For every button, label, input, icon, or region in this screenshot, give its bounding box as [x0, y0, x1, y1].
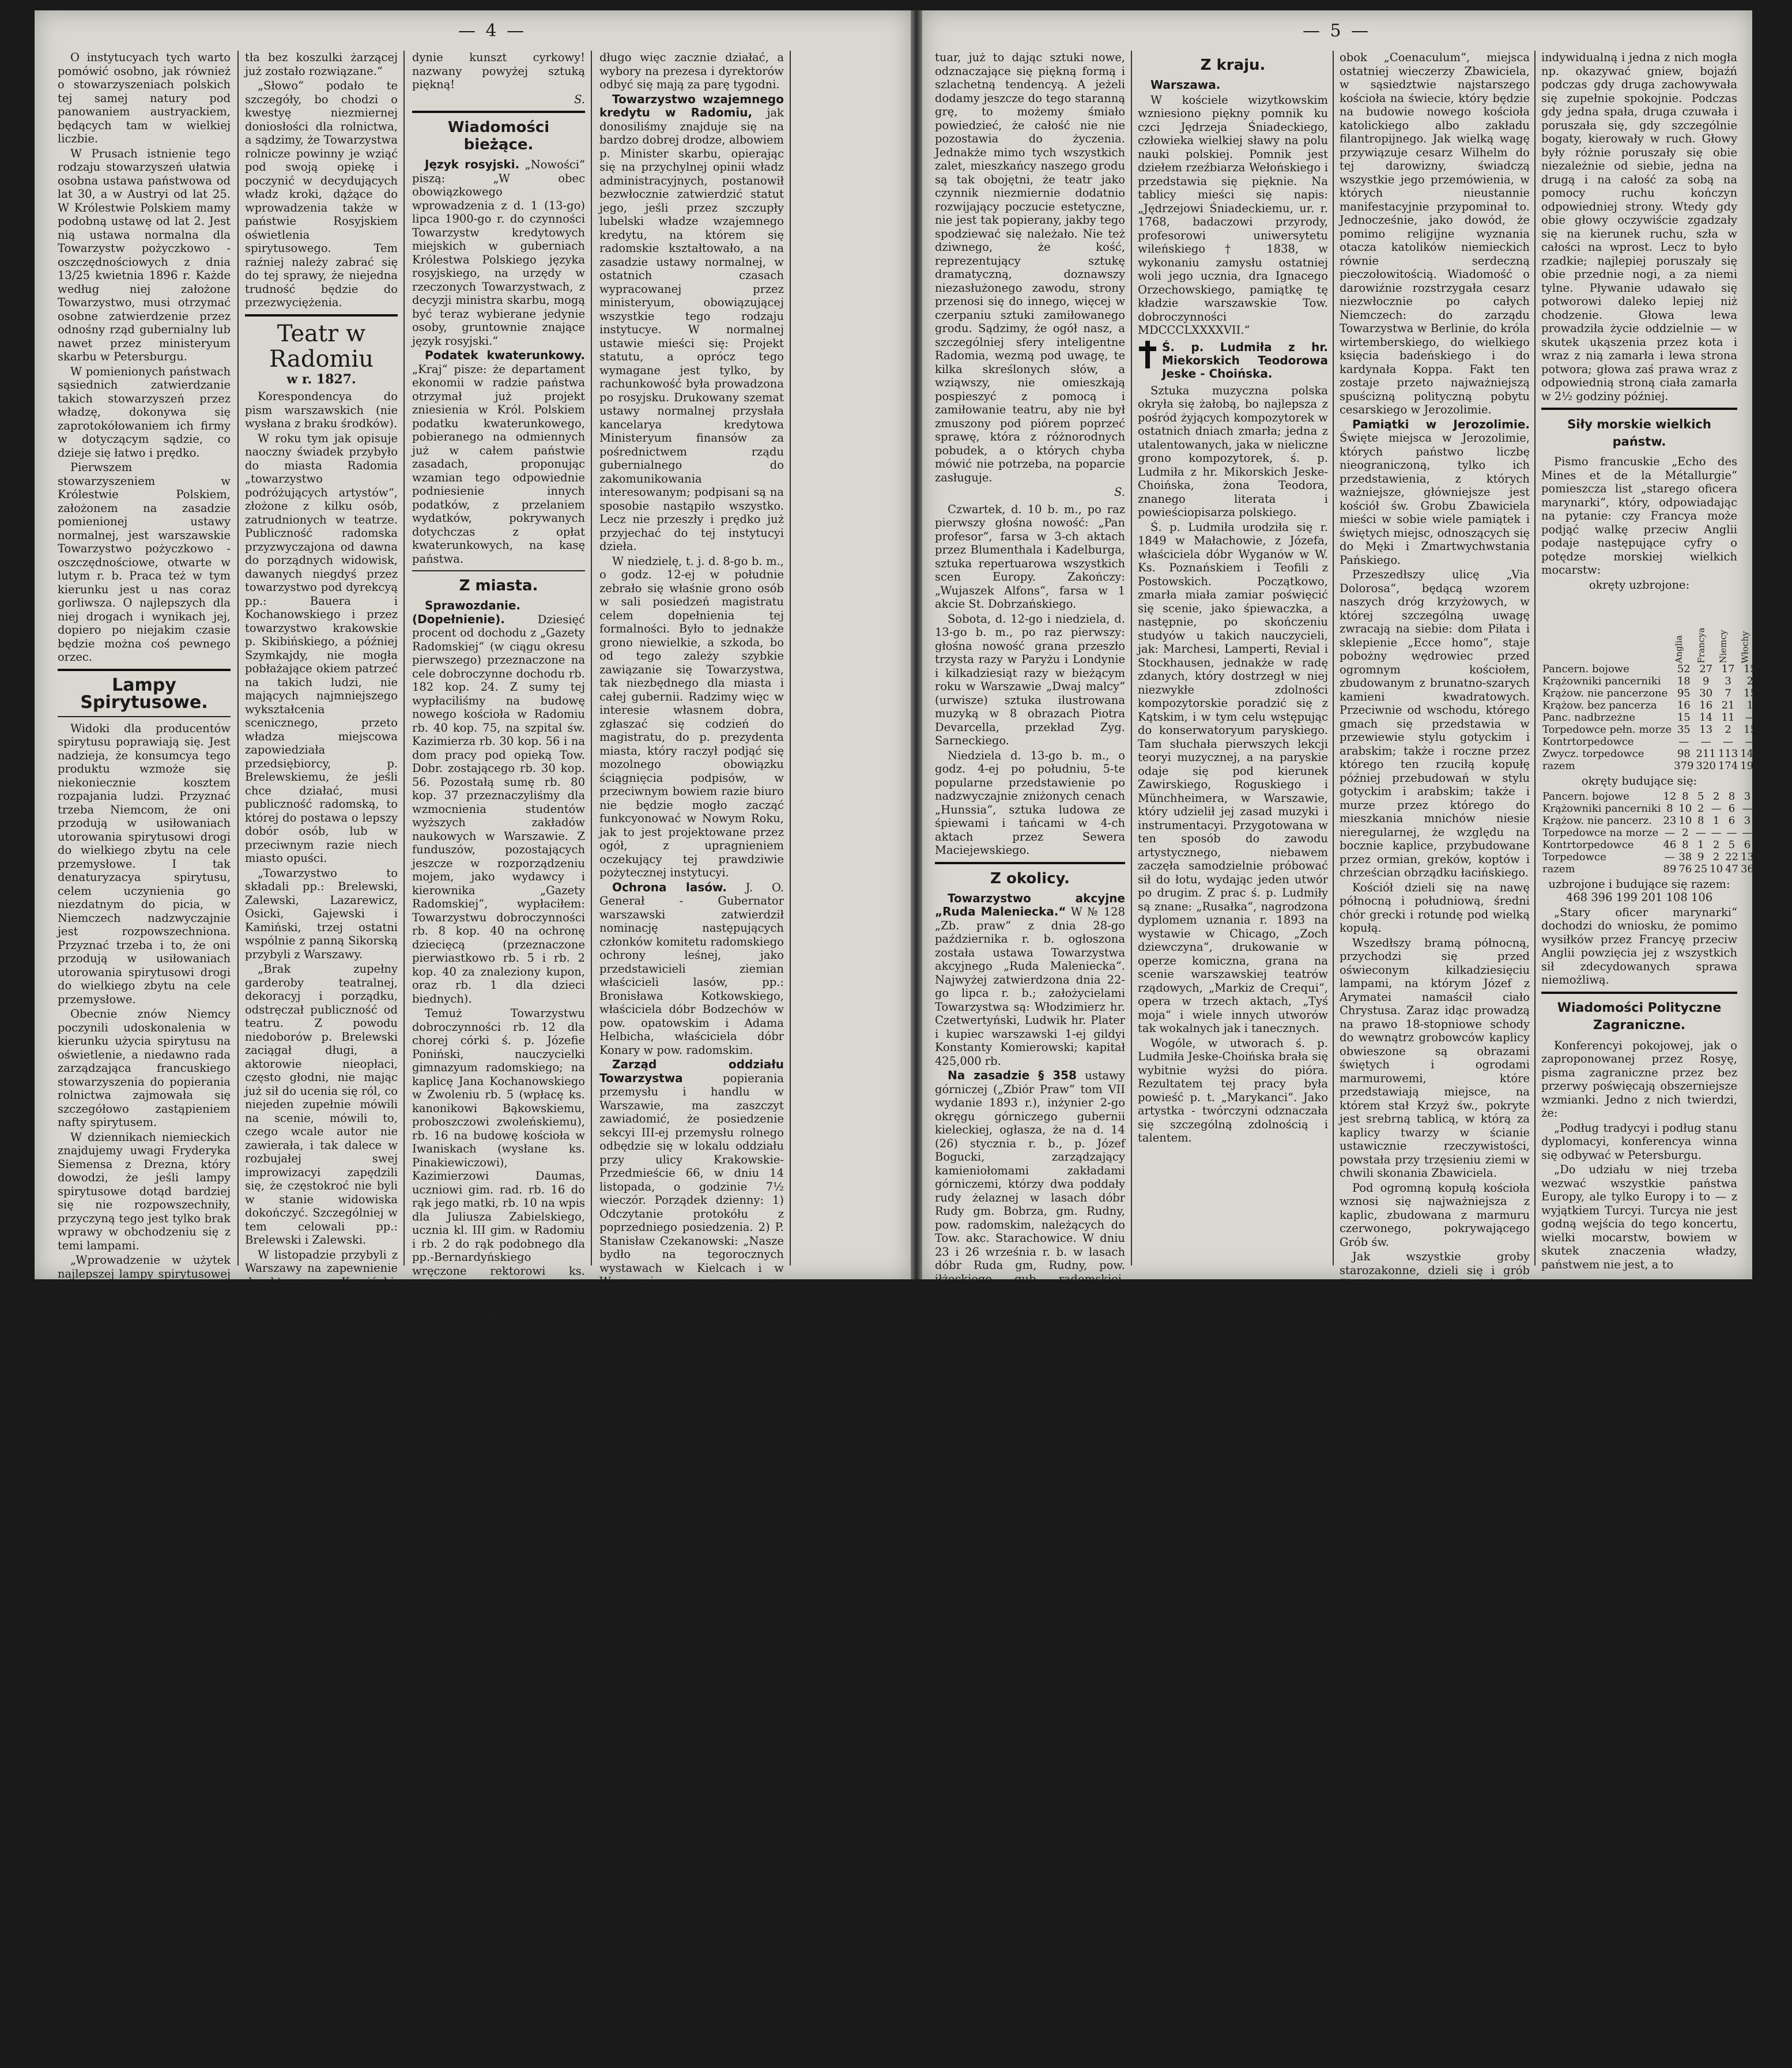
paragraph: długo więc zacznie działać, a wybory na prezesa i dyrektorów odbyć się mają za parę tygodni.	[599, 51, 784, 91]
row-label: Krążow. bez pancerza	[1542, 699, 1657, 711]
table-cell: 1	[1746, 699, 1754, 711]
paragraph: Ś. p. Ludmiła urodziła się r. 1849 w Małachowie, z Józefa, właściciela dóbr Wyganów w W. Ks. Poznańskiem i Teofili z Postowskich. Początkowo, zmarła miała zamiar poświęcić się scenie, jako śpiewaczka, a następnie, po skończeniu studyów u takich nauczycieli, jak: Marchesi, Lamperti, Revial i Stockhausen, jednakże w radę zdanych, który dostrzegł w niej niezwykłe zdolności kompozytorskie poradzić się z Kątskim, i w tym celu wstępując do konserwatoryum paryskiego. Tam słuchała pierwszych lekcji teoryi muzycznej, a na paryskie odaje się pod kierunek Zawirskiego, Roguskiego i Münchheimera, w Warszawie, który udzielił jej zasad muzyki i instrumentacyi. Przygotowana w ten sposób do zawodu artystycznego, niebawem zaczęła samodzielnie próbować sił do łotu, wydając jeden utwór po drugim. Z prac ś. p. Ludmiły są znane: „Rusałka“, nagrodzona dyplomem uznania r. 1893 na wystawie w Chicago, „Zoch dziewczyna“, drukowanie w operze komiczna, grana na scenie warszawskiej teatrów rządowych, „Markiz de Crequi“, opera w trzech aktach, „Tyś moja“ i wiele innych utworów tak wokalnych jak i tanecznych.	[1138, 520, 1328, 1035]
table-cell: —	[1711, 802, 1722, 815]
table-cell: 47	[1725, 862, 1738, 875]
table-cell: —	[1664, 850, 1675, 863]
paragraph: „Stary oficer marynarki“ dochodzi do wniosku, że pomimo wysiłków przez Francyę przeciw Anglii powzięcia jej z wszystkich sił zdecydowanych sprawa niemożliwą.	[1541, 905, 1737, 986]
column-rule	[1534, 51, 1536, 1265]
table-cell: 18	[1677, 675, 1691, 687]
table-row	[1541, 736, 1792, 748]
item-title: Żółw o dwu głowach.	[1352, 1604, 1494, 1618]
row-label: Zwycz. torpedowce	[1542, 748, 1644, 760]
country-label: Stan. Zjedn.	[1762, 610, 1773, 664]
cross-icon	[1138, 341, 1157, 368]
table-cell: 59	[1762, 760, 1776, 772]
table-cell: 2	[1682, 826, 1689, 839]
country-header	[1761, 594, 1777, 663]
table-cell: 15	[1743, 724, 1757, 736]
paragraph: „Wprowadzenie w użytek najlepszej lampy spirytusowej — tak pisze Siemens — jak tego uczy doświadczenie, tylko powoli może postępować, bo człowiek przyzwyczaja się do tego co ma i z uprzedzeniem patrzy na inowacye. Dlatego to nie spostrzegą się zbyt prędko korzyści z nowej lampy, jakie daje lampa spirytusowa, a zapomina się o niedogodnościach i nieprzyjemnościach lampy naftowej.	[58, 1253, 231, 1470]
table-title: okręty budujące się:	[1581, 774, 1697, 788]
paragraph: Widoki dla producentów spirytusu poprawiają się. Jest nadzieja, że konsumcya tego produktu wzmoże się niekoniecznie kosztem rozpajania ludzi. Przyznać trzeba Niemcom, że oni przodują w usiłowaniach utorowania spirytusowi drogi do wielkiego zbytu na cele przemysłowe. I tak denaturyzacya spirytusu, celem uczynienia go niezdatnym do picia, w Niemczech nadzwyczajnie jest rozpowszechniona. Przyznać trzeba i to, że oni przodują w usiłowaniach utorowania spirytusowi drogi do wielkiego zbytu na cele przemysłowe.	[58, 721, 231, 1006]
paragraph: popierania przemysłu i handlu w Warszawie, ma zaszczyt zawiadomić, że posiedzenie sekcyi III-ej przemysłu rolnego odbędzie się w lokalu oddziału przy ulicy Krakowskie-Przedmieście 66, w dniu 14 listopada, o godzinie 7½ wieczór. Porządek dzienny: 1) Odczytanie protokółu z poprzedniego posiedzenia. 2) P. Stanisław Czekanowski: „Nasze bydło na tegorocznych wystawach w Kielcach i w Warszawie, w czem nas wymagali sąsiedni hodowli“. Część I. 3) P. Antoni Hempel: „W sprawie praktyk rolnych“. 4) P. Władysław Grabiński: „Brudnica Mniszka.“ 5) P. Józef Rozenewieng: „O nowym systemie sadzenia kartofli i uwagi ogólne, jak się sprawy w gospodarstwie gorzelnianem.“ 6) P. Stanisław Czekanowski: „Jeszcze kilka słów w sprawie walki z zarazą płucną i stacyi badawczej bydła w hodowlach.“ 7) Wnioski członków i sprawy bieżące.	[599, 1071, 784, 1491]
table-cell: 16	[1677, 699, 1691, 711]
divider	[412, 570, 585, 571]
table-cell: 10	[1710, 862, 1723, 875]
paragraph: Obecnie znów Niemcy poczynili udoskonalenia w kierunku użycia spirytusu na oświetlenie, a niedawno rada zarządzająca francuskiego stowarzyszenia do popierania rolnictwa zajmowała się szczegółowo zastąpieniem nafty spirytusem.	[58, 1007, 231, 1129]
table-row	[1541, 827, 1755, 839]
paragraph: indywidualną i jedna z nich mogła np. okazywać gniew, bojaźń podczas gdy druga zachowywała się zupełnie spokojnie. Podczas gdy jedna spała, druga czuwała i poruszała się, gdy szczególnie bogaty, kierowały w ruch. Głowy były różnie poruszały się obie niezależnie od siebie, jedna na drugą i na całość za sobą na pomocy ruchu kończyn odpowiedniej strony. Wtedy gdy obie głowy oczywiście zgadzały się na kierunek ruchu, szła w całości na wprost. Lecz to było rzadkie; najlepiej poruszały się obie przednie nogi, a za niemi tylne. Pływanie udawało się potworowi daleko lepiej niż chodzenie. Głowa lewa prowadziła życie oddzielnie — w skutek ukąszenia przez kota i wraz z nią zamarła i lewa strona potwora; głowa zaś prawa wraz z odpowiednią stroną ciała zamarła w 2½ godziny później.	[1541, 51, 1737, 403]
column-rule	[403, 51, 405, 1265]
country-header	[1717, 594, 1739, 663]
page-number-right: — 5 —	[1303, 21, 1371, 41]
section-heading: Wiadomości bieżące.	[447, 119, 550, 153]
table-cell: 2	[1712, 838, 1720, 851]
paragraph: „Kraj“ pisze: że departament ekonomii w radzie państwa otrzymał już projekt zniesienia w Król. Polskiem podatku kwaterunkowego, pobieranego na odmiennych już w całem państwie zasadach, proponując wzamian tego odpowiednie podniesienie innych podatków, z przelaniem wydatków, pokrywanych dotychczas z opłat kwaterunkowych, na kasę państwa.	[412, 362, 585, 566]
paragraph: Niedziela d. 13-go b. m., o godz. 4-ej po południu, 5-te popularne przedstawienie po nadzwyczajnie zniżonych cenach „Hunssia“, sztuka ludowa ze śpiewami i tańcami w 4-ch aktach przez Sewera Maciejewskiego.	[935, 748, 1125, 857]
book-gutter	[911, 10, 922, 1279]
table-cell: —	[1779, 675, 1790, 687]
signature: G. R.	[1097, 1314, 1125, 1327]
naval-table-building	[1541, 790, 1755, 875]
table-cell: 2	[1712, 790, 1720, 803]
table-cell: 5	[1765, 663, 1772, 675]
table-cell: 3	[1744, 814, 1751, 827]
right-column-2	[1138, 51, 1328, 1268]
paragraph: Przeszedłszy ulicę „Via Dolorosa“, będącą wzorem naszych dróg krzyżowych, w której szczególną uwagę zwracają na siebie: dom Piłata i sklepienie „Ecce homo“, staje pobożny wędrowiec przed ogromnym kościołem, zbudowanym z brunatno-szarych kamieni kwadratowych. Przeciwnie od wschodu, którego gmach się przedstawia w przewiewie stylu gotyckim i arabskim; także i roczne przez którego ten rzuciłą kopułę później przebudowań w stylu gotyckim i arabskim; także i murze przez którego do mieszkania mnichów niesie nieregularnej, że względu na bocznie kaplice, przybudowane przez ormian, greków, koptów i chrześcian obrządku łacińskiego.	[1340, 568, 1530, 879]
table-cell: 27	[1699, 663, 1713, 675]
row-label: Pancern. bojowe	[1542, 663, 1629, 675]
paragraph: W niedzielę, t. j. d. 8-go b. m., o godz. 12-ej w południe zebrało się właśnie grono osób w sali posiedzeń magistratu celem dopełnienia tej formalności. Było to jednakże grono niewielkie, a szkoda, bo od tego zależy szybkie zawiązanie się Towarzystwa, tak niezbędnego dla miasta i całej gubernii. Radzimy więc w interesie własnem dobra, zgłaszać się codzień do magistratu, do p. prezydenta miasta, który raczył podjąć się mozolnego obowiązku ściągnięcia podpisów, w przeciwnym bowiem razie biuro nie będzie mogło zacząć funkcyonować w Nowym Roku, jak to jest projektowane przez ogół, z upragnieniem oczekujący tej prawdziwie pożytecznej instytucyi.	[599, 554, 784, 879]
paragraph: W około góry Golgoty wznoszą się na każdem z pozostałych grobowców, świątynie, jak kościół św. Helena, kaplica i inne, które wszystkie obchodzi pielgrzym w świętej procesyi. Na miejscu klasztoru jest w roku 327 przez cesarzową Helenę, po jej odnalezieniu Krzyża Świętego.	[1340, 1468, 1530, 1603]
table-cell: 1	[1781, 724, 1788, 736]
table-cell: 379	[1674, 760, 1694, 772]
country-header	[1776, 594, 1792, 663]
section-heading: Siły morskie wielkich państw.	[1567, 417, 1711, 449]
section-heading: Z miasta.	[459, 577, 538, 594]
paragraph: Konferencyi pokojowej, jak o zaproponowanej przez Rosyę, pisma zagraniczne przez bez przerwy poświęcają obszerniejsze wzmianki. Jedno z nich twierdzi, że:	[1541, 1038, 1737, 1120]
table-cell: 9	[1697, 850, 1704, 863]
table-cell: 35	[1677, 724, 1691, 736]
table-cell: 25	[1694, 862, 1708, 875]
table-row	[1541, 748, 1792, 760]
item-title: Warszawa.	[1150, 78, 1221, 92]
left-column-3-inner	[412, 51, 585, 1666]
table-cell: 211	[1696, 748, 1716, 760]
paragraph: Wszedłszy bramą północną, przychodzi się przed oświeconym kilkadziesięciu lampami, na którym Józef z Arymatei namaścił ciało Chrystusa. Zaraz idąc prowadzą na prawo 18-stopniowe schody do wewnątrz grobowców kaplicy obwieszone są obrazami świętych i ogrodami marmurowemi, które przedstawiają miejsce, na którem stał Krzyż św., pokryte jest srebrną tablicą, w którą za kaplicy twarzy w ścianie ustawicznie rzeczywistości, powstała przy trzęsieniu ziemi w chwili skonania Zbawiciela.	[1340, 936, 1530, 1180]
table-cell: 6	[1728, 814, 1736, 827]
table-cell: 6	[1744, 838, 1751, 851]
country-label: Francya	[1696, 627, 1706, 664]
page-number-left: — 4 —	[458, 21, 527, 41]
country-header	[1673, 594, 1695, 663]
item-title: Ustąpienie.	[425, 1309, 499, 1323]
table-cell: 113	[1718, 748, 1738, 760]
table-cell: 8	[1728, 790, 1736, 803]
paragraph: obok „Coenaculum“, miejsca ostatniej wieczerzy Zbawiciela, w sąsiedztwie najstarszego kościoła na świecie, który będzie na budowie nowego kościoła katolickiego albo zakładu filantropijnego. Jak wielką wagę przywiązuje cesarz Wilhelm do tej darowizny, świadczą wszystkie jego przemówienia, w których nieustannie manifestacyjnie przypominał to. Jednocześnie, jako dowód, że pomimo religijne wyznania otacza katolików niemieckich równie serdeczną pieczołowitością. Wiadomość o darowiźnie rozstrzygała cesarz niezwłocznie po całych Niemczech: do zarządu Towarzystwa w Berlinie, do króla wirtemberskiego, do wielkiego księcia badeńskiego i do kardynała Koppa. Fakt ten zostaje przeto najważniejszą spuścizną polityczną pobytu cesarskiego w Jerozolimie.	[1340, 51, 1530, 416]
divider	[1541, 408, 1737, 410]
row-label: razem	[1542, 760, 1575, 772]
table-cell: 3	[1781, 711, 1788, 724]
table-cell: 36	[1740, 862, 1754, 875]
divider	[245, 314, 398, 317]
table-cell: 2	[1697, 802, 1704, 815]
table-cell: 21	[1721, 699, 1735, 711]
table-cell: 8	[1682, 838, 1689, 851]
divider	[58, 669, 231, 671]
table-cell: 30	[1699, 687, 1713, 699]
table-row	[1541, 724, 1792, 736]
table-cell: —	[1764, 736, 1775, 748]
paragraph: Tenże bieżący korespondent listu do „Gazety Warszawskiej“ w r. 1828, który nigdy nie zaniedbał mimo długo powodzenia w mieście, poprzejęcym jak się żal daje okazuje, jest.	[245, 1958, 398, 2066]
table-cell: 11	[1721, 711, 1735, 724]
table-cell: 2	[1746, 675, 1754, 687]
item-title: Ochrona lasów.	[612, 880, 727, 894]
signature: Henryk Hugo Wróblewski.	[435, 1568, 585, 1581]
row-label: Krążowniki pancerniki	[1542, 802, 1661, 815]
paragraph: W roku tym jak opisuje naoczny świadek przybyło do miasta Radomia „towarzystwo podróżujących artystów“, złożone z kilku osób, zatrudnionych w teatrze. Publiczność radomska przyzwyczajona od dawna do porządnych widowisk, dawanych niegdyś przez towarzystwo pod dyrekcyą pp.: Bauera i Kochanowskiego i przez towarzystwo krakowskie p. Skibińskiego, a później Szymkajdy, nie mogła pobłażające okiem patrzeć na takich ludzi, nie mających najmniejszego wykształcenia scenicznego, przeto władza miejscowa zapowiedziała przedsiębiorcy, p. Brelewskiemu, że jeśli chce działać, musi publiczność radomską, to której do postawa o lepszy dobór osób, lub w przeciwnym razie niech miasto opuści.	[245, 431, 398, 865]
table-cell: 15	[1743, 687, 1757, 699]
table-cell: 12	[1663, 790, 1677, 803]
item-title: Zarząd oddziału Towarzystwa	[599, 1057, 784, 1085]
table-cell: 76	[1678, 862, 1692, 875]
table-corner	[1541, 594, 1673, 663]
table-cell: 44	[1778, 748, 1791, 760]
table-body	[1541, 790, 1755, 875]
left-page	[35, 10, 911, 2066]
row-label: Krążow. nie pancerzone	[1542, 687, 1668, 699]
table-cell: 8	[1765, 748, 1772, 760]
item-title: Towarzystwo kredytowe miasta Radomia.	[412, 1584, 585, 1612]
divider	[58, 716, 231, 717]
table-cell: 191	[1740, 760, 1760, 772]
table-cell: 174	[1718, 760, 1738, 772]
table-row	[1541, 699, 1792, 711]
table-cell: 52	[1677, 663, 1691, 675]
paragraph: „Nowości“ piszą: „W obec obowiązkowego wprowadzenia z d. 1 (13-go) lipca 1900-go r. do czynności Towarzystw kredytowych miejskich w guberniach Królestwa Polskiego języka rosyjskiego, na urzędy w rzeczonych Towarzystwach, z decyzji ministra skarbu, mogą być teraz wybierane jedynie osoby, gruntownie znające język rosyjski.“	[412, 158, 585, 348]
table-cell: 20	[1762, 711, 1776, 724]
paragraph: W Prusach istnienie tego rodzaju stowarzyszeń ułatwia osobna ustawa państwowa od lat 30, a w Austryi od lat 25. W Królestwie Polskiem mamy podobną ustawę od lat 2. Jest nią ustawa normalna dla Towarzystw pożyczkowo - oszczędnościowych z dnia 13/25 kwietnia 1896 r. Każde według niej założone Towarzystwo, musi otrzymać osobne zatwierdzenie przez odnośny rząd gubernialny lub nawet przez ministeryum skarbu w Petersburgu.	[58, 146, 231, 363]
country-label: Japonia	[1777, 630, 1788, 664]
table-cell: 1	[1712, 814, 1720, 827]
table-cell: 89	[1663, 862, 1677, 875]
paragraph: Pismo francuskie „Echo des Mines et de la Métallurgie“ pomieszcza list „starego oficera marynarki“, który, odpowiadając na pytanie: czy Francya może podjąć walkę przeciw Anglii podaje następujące cyfry o potędze morskiej wielkich mocarstw:	[1541, 455, 1737, 577]
table-cell: 3	[1765, 675, 1772, 687]
table-cell: 46	[1663, 838, 1677, 851]
paragraph: „Brak zupełny garderoby teatralnej, dekoracyj i porządku, odstręczał publiczność od teatru. Z powodu niedoborów p. Brelewski zaciągał długi, a aktorowie nieopłaci, często głodni, nie mając już sił do ucenia się ról, co niejeden zupełnie mówili na scenie, mówili to, czego wcale autor nie zawierała, i tak dalece w rozbujałej swej improwizacyi zapędzili się, że częstokroć nie byli w stanie widowiska dokończyć. Szczególniej w tem celowali pp.: Brelewski i Zalewski.	[245, 962, 398, 1246]
table-row	[1541, 675, 1792, 687]
table-cell: 70	[1778, 760, 1791, 772]
section-heading: Wiadomości Polityczne Zagraniczne.	[1557, 1000, 1722, 1033]
column-rule	[1333, 51, 1334, 1265]
item-title: Na zasadzie § 358	[948, 1068, 1077, 1082]
table-cell: —	[1726, 826, 1737, 839]
left-column-4	[599, 51, 784, 1574]
table-cell: 3	[1725, 675, 1731, 687]
table-cell: 8	[1781, 699, 1788, 711]
table-cell: 143	[1740, 748, 1760, 760]
left-column-2a	[245, 51, 398, 2068]
column-rule	[1131, 51, 1132, 1265]
table-cell: —	[1664, 826, 1675, 839]
table-cell: 14	[1762, 687, 1776, 699]
table-cell: 10	[1678, 814, 1692, 827]
paragraph: Korespondencya do pism warszawskich (nie wysłana z braku środków).	[245, 390, 398, 430]
paragraph: „Zaniechaszcze sztuki, jakie grano w kompanii p. Brelewskiego były: Melodrama: „Las okropny, czyli Rozbójnicy Kalabryjscy“, dramy: „Rybacy“; „Pustelnik na wyspie Formentera“, „Uczciwy winowajca“ i t. d.	[245, 1685, 398, 1820]
row-label: Kontrtorpedowce	[1542, 736, 1634, 748]
table-cell: 10	[1678, 802, 1692, 815]
table-cell: —	[1745, 711, 1756, 724]
table-row	[1541, 760, 1792, 772]
paragraph: tuar, już to dając sztuki nowe, odznaczające się piękną formą i szlachetną tendencyą. A jeżeli dodamy jeszcze do tego staranną grę, to możemy śmiało powiedzieć, że całość nie nie pozostawia do życzenia. Jednakże mimo tych wszystkich zalet, mieszkańcy naszego grodu są tak obojętni, że teatr jako czynnik niezmiernie dodatnio rozwijający poczucie estetyczne, nie jest tak popierany, jakby tego spodziewać się należało. Nie też dziwnego, że kość, reprezentujący sztukę dramatyczną, doznawszy niezasłużonego zawodu, strony przenosi się do innego, więcej w czerpaniu sztuki zamiłowanego grodu. Sądzimy, że ogół nasz, a szczególniej sfery inteligentne Radomia, wezmą pod uwagę, te kilka skreślonych słów, a wziąwszy, nie omieszkają pospieszyć z pomocą i zamiłowanie teatru, aby nie był zmuszony pod piórem poprzeć sprawę, która z różnorodnych pobudek, a o których chyba mówić nie potrzeba, na poparcie zasługuje.	[935, 51, 1125, 484]
country-label: Włochy	[1740, 631, 1750, 664]
row-label: Panc. nadbrzeżne	[1542, 711, 1635, 724]
table-cell: 23	[1663, 814, 1677, 827]
table-cell: —	[1711, 826, 1722, 839]
table-cell: 3	[1744, 790, 1751, 803]
paragraph: Pod ogromną kopułą kościoła wznosi się najważniejsza z kaplic, zbudowana z marmuru czerwonego, pokrywającego Grób św.	[1340, 1181, 1530, 1249]
table-cell: 15	[1677, 711, 1691, 724]
item-title: Pamiątki w Jerozolimie.	[1352, 417, 1530, 431]
naval-table-armed	[1541, 594, 1792, 772]
paragraph: W listopadzie przybyli z Warszawy na zapewnienie dyrektora pp.: Kamiński, Majewski i Gilewski (ci ostatni dwaj, ze zniesionej szkoły dramatycznej), ci pomimo swoich zdolności, nie mogli już wskrzesić zaniechanych widzów, zmusza przez swą przedsiębiorstwo korzyści, aby powrócili do Warszawy.	[245, 1248, 398, 1424]
paragraph: O instytucyach tych warto pomówić osobno, jak również o stowarzyszeniach polskich tej samej natury pod panowaniem austryackiem, będących tam w wielkiej liczbie.	[58, 51, 231, 145]
column-rule	[591, 51, 592, 1265]
row-label: Krążowniki pancerniki	[1542, 675, 1661, 687]
right-column-1	[935, 51, 1125, 1327]
paragraph: Ruchliwa dyrekcya teatralna dokłada wszelkich starań, aby zaspokoić gusta publiczności. Niestety pomimo te to zmieniając ciągle swój reper-	[599, 1493, 784, 1574]
paragraph: Sobota, d. 12-go i niedziela, d. 13-go b. m., po raz pierwszy: głośna nowość grana przeszło trzysta razy w Paryżu i Londynie i kilkadziesiąt razy w bieżącym roku w Warszawie „Dwaj malcy“ (urwisze) sztuka ilustrowana muzyką w 8 obrazach Piotra Devarcella, przekład Zyg. Sarneckiego.	[935, 612, 1125, 747]
table-cell: —	[1779, 736, 1790, 748]
table-body	[1541, 663, 1792, 772]
table-title: okręty uzbrojone:	[1589, 578, 1690, 592]
item-title: Towarzystwo wzajemnego kredytu w Radomiu,	[599, 92, 784, 119]
table-cell: 22	[1725, 850, 1738, 863]
table-cell: 2	[1725, 724, 1731, 736]
row-label: Torpedowce pełn. morze	[1542, 724, 1672, 736]
table-cell: 10	[1762, 699, 1776, 711]
country-label: Niemcy	[1718, 630, 1729, 664]
table-cell: —	[1695, 826, 1706, 839]
table-cell: —	[1742, 802, 1753, 815]
paragraph: Jak wszystkie groby starozakonne, dzieli się i grób Zbawiciela na dwie części. Za tak zwaną kaplicą aniołów następuje właściwa, grobowa kaplica, marmurową płytą pokryte, którą św. Helena ustawiła, że oświetlona 43 srebrnemi lampami wotywnemi, ofiarowanemi przez wszystkie państwa chrześcijańskie, tworzy źródła na które spoczywały zwłoki Odkupiciela. Jest to w każdym ziemi i gdy drzwi kapłana, które się do tego grobu nie wpuszczają.	[1340, 1250, 1530, 1467]
row-label: Pancern. bojowe	[1542, 790, 1629, 803]
paragraph: W pomienionych państwach sąsiednich zatwierdzanie takich stowarzyszeń przez władzę, dokonywa się zaprotokółowaniem ich firmy w dotyczącym sądzie, co dzieje się łatwo i prędko.	[58, 364, 231, 459]
table-cell: —	[1678, 736, 1689, 748]
section-heading: Z okolicy.	[990, 869, 1070, 887]
paragraph: „Muszę przyznać, że Radom zawsze cieszył się tym Teatrem, nie w Warszawie wiem też wpływał do tego teatru, czyli jak się wyrazić szkołą ludzi, którzy potrafili się stać aktorami ludu, co było z tego, jak się tak mówić pod dobrą zaletą.	[245, 1821, 398, 1957]
table-cell: —	[1745, 736, 1756, 748]
table-cell: 16	[1699, 699, 1713, 711]
table-cell: 13	[1699, 724, 1713, 736]
table-row	[1541, 803, 1755, 815]
paragraph: Kościół dzieli się na nawę północną i południową, średni chór grecki i rotundę pod wielką kopułą.	[1340, 880, 1530, 935]
paragraph: Pierwszem stowarzyszeniem w Królestwie Polskiem, założonem na zasadzie pomienionej ustawy normalnej, jest warszawskie Towarzystwo pożyczkowo - oszczędnościowe, otwarte w lutym r. b. Praca też w tym kierunku jest u nas coraz gorliwsza. O najlepszych dla niej drogach i wynikach jej, dopiero po niejakim czasie będzie można coś pewnego orzec.	[58, 461, 231, 664]
paragraph: W № 128 „Zb. praw“ z dnia 28-go października r. b. ogłoszona została ustawa Towarzystwa akcyjnego „Ruda Maleniecka“. Najwyżej zatwierdzona dnia 22-go lipca r. b.; założycielami Towarzystwa są: Włodzimierz hr. Czetwertyński, Ludwik hr. Plater i kupiec warszawski 1-ej gildyi Konstanty Komierowski; kapitał 425,000 rb.	[935, 905, 1125, 1068]
table-cell: 38	[1678, 850, 1692, 863]
obituary-header	[1138, 341, 1328, 381]
row-label: Torpedowce	[1542, 850, 1606, 863]
paragraph: „Towarzystwo to składali pp.: Brelewski, Zalewski, Lazarewicz, Osicki, Gajewski i Kamiński, trzej ostatni wspólnie z panną Sikorską przybyli z Warszawy.	[245, 866, 398, 961]
row-label: Torpedowce na morze	[1542, 826, 1659, 839]
paragraph: „Słowo“ podało te szczegóły, bo chodzi o kwestyę niezmiernej doniosłości dla rolnictwa, a sądzimy, że Towarzystwa rolnicze powinny je wziąć pod swoją opiekę i poczynić w decydujących władz kroki, dążące do wprowadzenia także w państwie Rosyjskiem oświetlenia spirytusowego. Tem raźniej należy zabrać się do tej sprawy, że niejedna trudność będzie do przezwyciężenia.	[245, 79, 398, 309]
table-cell: —	[1700, 736, 1711, 748]
divider	[412, 111, 585, 113]
paragraph: dynie kunszt cyrkowy! nazwany powyżej sztuką piękną!	[412, 51, 585, 91]
table-cell: 10	[1778, 687, 1791, 699]
paragraph: Dwa numera „Gazety Radomskiej“, a mianowicie: 86 i 87, są ostatniemi, jakie wydałem niżej podpisany. Następny numer wyjdzie już pod kierunkiem p. Wiktora Brześciańskiego. Opuszczając stanowisko, życzę serdecznie następcom moim powodzenia. Radomiowi i całej gubernii życzę pomyślności i rozwoju na każdem polu działania, życzę hartu ducha i tej wiary, że pracą może osiągnąć sprawą, którą mu potrzeba nie na dziś tylko, a na szczęśliwe jutro dla naszego kraju!	[412, 1309, 585, 1566]
signature: S.	[1114, 485, 1125, 499]
article-subheading: w r. 1827.	[286, 371, 356, 387]
paragraph: jak donosiliśmy znajduje się na bardzo dobrej drodze, albowiem p. Minister skarbu, opierając się na przychylnej opinii władz administracyjnych, postanowił bezwłocznie zatwierdzić statut jego, jeśli przez szczupły lubelski władze wzajemnego kredytu, na którem się radomskie kształtowało, a na zasadzie ustawy normalnej, w ostatnich czasach wypracowanej przez ministeryum, obowiązującej wszystkie tego rodzaju instytucye. W normalnej ustawie mieści się: Projekt statutu, a oprócz tego wymagane jest tylko, by rachunkowość była prowadzona po rosyjsku. Drukowany szemat ustawy normalnej przysłała kancelarya kredytowa Ministeryum finansów za pośrednictwem rządu gubernialnego do zakomunikowania interesowanym; podpisani są na sposobie nastąpiło wszystko. Lecz nie przeszły i prędko już przyjechać do tej instytucyi dzieła.	[599, 106, 784, 553]
item-title: Język rosyjski.	[425, 157, 520, 171]
paragraph: Temuż Towarzystwu dobroczynności rb. 12 dla chorej córki ś. p. Józefie Poniński, nauczycielki gimnazyum radomskiego; na kaplicę Jana Kochanowskiego w Zwoleniu rb. 5 (wpłacę ks. kanonikowi Bąkowskiemu, proboszczowi zwoleńskiemu), rb. 16 na budowę kościoła w Iwaniskach (wysłane ks. Pinakiewiczowi), Kazimierzowi Daumas, uczniowi gim. rad. rb. 16 do rąk jego matki, rb. 10 na wpis dla Juliusza Zabielskiego, ucznia kl. III gim. w Radomiu i rb. 2 do rąk podobnego dla pp.-Bernardyńskiego wręczone rektorowi ks. Puławskiemu.	[412, 1007, 585, 1291]
paragraph: W dziennikach niemieckich znajdujemy uwagi Fryderyka Siemensa z Drezna, który dowodzi, że jeśli lampy spirytusowe dotąd bardziej się nie rozpowszechniły, przyczyną tego jest tylko brak wprawy w obchodzeniu się z temi lampami.	[58, 1130, 231, 1252]
paragraph: uzbrojone i budujące się razem: 468 396 199 201 108 106	[1548, 877, 1730, 904]
paragraph: Sztuka muzyczna polska okryła się żałobą, bo najlepsza z pośród żyjących kompozytorek w ostatnich dniach zmarła; jedna z utalentowanych, jaka w nieliczne grono kompozytorek, ś. p. Ludmiła z hr. Mikorskich Jeske-Choińska, żona Teodora, znanego literata i powieściopisarza polskiego.	[1138, 383, 1328, 519]
table-row	[1541, 711, 1792, 724]
paragraph: „W kilka dni po ich odjeździe p. Zobrowski, artysta dramatyczny, zawitał do Radomia; zapoznał się z publicznością, doprowadził do teatru nieco liczniejszą publiczność.	[245, 1425, 398, 1547]
table-row	[1541, 851, 1755, 863]
divider	[1541, 992, 1737, 994]
row-label: Kontrtorpedowce	[1542, 838, 1634, 851]
paragraph: Wogóle, w utworach ś. p. Ludmiła Jeske-Choińska brała się wybitnie wyżsi do pióra. Rezultatem tej pracy była powieść p. t. „Marykanci“. Jako artystka - twórczyni odznaczała się szczególną zdolnością i talentem.	[1138, 1036, 1328, 1144]
table-cell: 320	[1696, 760, 1716, 772]
paragraph: „Podług tradycyi i podług stanu dyplomacyi, konferencya winna się odbywać w Petersburgu.	[1541, 1121, 1737, 1162]
paragraph: „W kilka tygodni choroba p. Brelewskiego była powodem, że towarzystwo jego pozbawione wszelkich sposobów do dalszego utrzymania się, rozwiązało się w marcu, a pozostała jego część udała się do Lublina.	[245, 1548, 398, 1683]
table-cell: —	[1723, 736, 1734, 748]
signature: H. Wróblewski.	[498, 1292, 585, 1306]
item-title: Podatek kwaterunkowy.	[425, 348, 585, 362]
paragraph: J. O. Generał - Gubernator warszawski zatwierdził nominację następujących członków komitetu radomskiego ochrony leśnej, jako przedstawicieli ziemian właścicieli lasów, pp.: Bronisława Kotkowskiego, właściciela dóbr Bodzechów w pow. opatowskim i Adama Helbicha, właściciela dóbr Konary w pow. radomskim.	[599, 880, 784, 1057]
row-label: razem	[1542, 862, 1575, 875]
table-cell: 5	[1697, 790, 1704, 803]
table-row	[1541, 687, 1792, 699]
paragraph: ustawy górniczej („Zbiór Praw“ tom VII wydanie 1893 r.), inżynier 2-go okręgu górniczego gubernii kieleckiej, ogłasza, że na d. 14 (26) stycznia r. b., p. Józef Bogucki, zarządzający kamieniołomami zakładami górniczemi, którzy dwa poddały rudy żelaznej w lasach dóbr Rudy gm. Bobrza, gm. Rudny, pow. radomskim, należących do Tow. akc. Starachowice. W dniu 23 i 26 września r. b. w lasach dóbr Ruda gm, Rudny, pow. iłżeckiego, gub. radomskiej, równie do Tow. akc. Starachowice.	[935, 1069, 1125, 1313]
item-title: Sprawozdanie. (Dopełnienie).	[412, 598, 521, 626]
item-title: Teatr polski.	[612, 1492, 710, 1506]
table-cell: 14	[1699, 711, 1713, 724]
section-heading: Z kraju.	[1200, 56, 1266, 74]
table-cell: 5	[1728, 838, 1736, 851]
paragraph: Dziesięć procent od dochodu z „Gazety Radomskiej“ (w ciągu okresu pierwszego) przeznaczone na cele dobroczynne dochodu rb. 182 kop. 24. Z sumy tej wypłaciliśmy na budowę nowego kościoła w Radomiu rb. 40 kop. 75, na szpital św. Kazimierza rb. 30 kop. 56 i na dom pracy pod opieką Tow. Dobr. zostającego rb. 30 kop. 56. Pozostałą sumę rb. 80 kop. 37 przeznaczyliśmy dla wzmocnienia studentów wyższych zakładów naukowych w Warszawie. Z funduszów, pozostających jeszcze w rozporządzeniu mojem, jako wydawcy i kierownika „Gazety Radomskiej“, wypłaciłem: Towarzystwu dobroczynności rb. 8 kop. 40 na ochronę dziecięcą (przeznaczone pierwiastkowo rb. 5 i rb. 2 kop. 40 za znaleziony kupon, oraz rb. 1 dla dzieci biednych).	[412, 612, 585, 1005]
paragraph: tła bez koszulki żarzącej już zostało rozwiązane.“	[245, 51, 398, 78]
table-row	[1541, 863, 1755, 875]
table-row	[1541, 790, 1755, 803]
table-cell: 9	[1702, 675, 1710, 687]
right-column-4	[1541, 51, 1791, 1271]
table-cell: 8	[1666, 802, 1673, 815]
paragraph: Czwartek, d. 10 b. m., po raz pierwszy głośna nowość: „Pan profesor“, farsa w 3-ch aktach przez Blumenthala i Kadelburga, sztuka repertuarowa wszystkich scen Europy. Zakończy: „Wujaszek Alfons“, farsa w 1 akcie St. Dobrzańskiego.	[935, 502, 1125, 611]
table-cell: 2	[1712, 850, 1720, 863]
table-cell: 98	[1677, 748, 1691, 760]
table-cell: 1	[1697, 838, 1704, 851]
column-rule	[790, 51, 791, 1265]
table-cell: 6	[1728, 802, 1736, 815]
obituary-title: Ś. p. Ludmiła z hr. Miekorskich Teodorowa Jeske - Choińska.	[1162, 340, 1328, 381]
divider	[935, 862, 1125, 864]
left-column-1	[58, 51, 231, 1661]
country-header	[1695, 594, 1717, 663]
paragraph: Święte miejsca w Jerozolimie, których państwo liczbę nieograniczoną, tylko ich przedstawienia, z których ważniejsze, główniejsze jest kościół św. Grobu Zbawiciela mieści w sobie wiele pamiątek i świętych miejsc, odnoszących się do Męki i Zmartwychwstania Pańskiego.	[1340, 431, 1530, 567]
table-cell: 7	[1725, 687, 1731, 699]
right-page	[922, 10, 1791, 1821]
table-cell: —	[1742, 826, 1753, 839]
table-row	[1541, 663, 1792, 675]
table-cell: 8	[1682, 790, 1689, 803]
table-cell: —	[1764, 724, 1775, 736]
paragraph: Spółka komandytowa Hempel i S-ka, zajmująca się specyalnie wprowadzeniem lamp spirytusowych systemu Hempla, w liście do berlińskiej „National Ztg.“ który dziennik ten drukuje w artykule, poświęconym oświetleniu spirytusem, powiada: „Lampy te bez kosztu żarzącej siatki pięknie, jasne światło i tem łatwiej zastąpią nasze lampy naftowe.“	[58, 1471, 231, 1661]
column-rule	[237, 51, 239, 1265]
article-heading: Lampy Spirytusowe.	[80, 675, 208, 713]
table-cell: 15	[1743, 663, 1757, 675]
table-cell: 8	[1697, 814, 1704, 827]
country-label: Anglia	[1673, 635, 1684, 664]
table-row	[1541, 839, 1755, 851]
paragraph: „Do udziału w niej trzeba wezwać wszystkie państwa Europy, ale tylko Europy i to — z wyjątkiem Turcyi. Turcya nie jest godną wejścia do tego koncertu, wielki mocarstw, bowiem w skutek znaczenia władzy, państwem nie jest, a to	[1541, 1163, 1737, 1271]
table-row	[1541, 815, 1755, 827]
row-label: Krążow. nie pancerz.	[1542, 814, 1652, 827]
table-cell: 95	[1677, 687, 1691, 699]
table-cell: 13	[1740, 850, 1754, 863]
table-cell: 17	[1721, 663, 1735, 675]
article-heading: Teatr w Radomiu	[269, 320, 374, 372]
table-cell: 3	[1781, 663, 1788, 675]
country-header	[1739, 594, 1761, 663]
item-title: Towarzystwo akcyjne „Ruda Maleniecka.“	[935, 891, 1125, 918]
table-header-row	[1541, 594, 1792, 663]
paragraph: Do dziś zasiądąo pożyczki około 30 właścicieli domów, na sumę przepisaną przez prawo. Nowa instytucya nieza-	[412, 1598, 586, 1666]
paragraph: E. H. Barbour podaje w „Science“ ciekawe szczegóły o żółwiu z dwiema głowami, który przyszedł na świat w gatunku Chrysemis picta. Potwór ten posiadał dwie głowy, dwa prawdziwe ogony, pokarmowe, dwa przełyki; nadto posiadał dwa pyszczki i rozwinięte w swoich odcinkach, jak samodzielne istoty. Obie głowy pracowały zupełnie niezależnie, każdą z nich mogła się poruszać, żyć, które nieraz po przeciwnych stronach do innego.	[1340, 1604, 1530, 1821]
signature: S.	[574, 92, 585, 106]
paragraph: W kościele wizytkowskim wzniesiono piękny pomnik ku czci Jędrzeja Śniadeckiego, człowieka wielkiej sławy na polu nauki polskiej. Pomnik jest dziełem rzeźbiarza Wełońskiego i przedstawia się pięknie. Na tablicy mieści się napis: „Jędrzejowi Śniadeckiemu, ur. r. 1768, badaczowi przyrody, profesorowi uniwersytetu wileńskiego † 1838, w wykonaniu zamysłu ostatniej woli jego ucznia, dra Ignacego Orzechowskiego, pamiątkę tę kładzie warszawskie Tow. dobroczynności MDCCCLXXXXVII.“	[1138, 93, 1328, 337]
right-column-3	[1340, 51, 1530, 1821]
